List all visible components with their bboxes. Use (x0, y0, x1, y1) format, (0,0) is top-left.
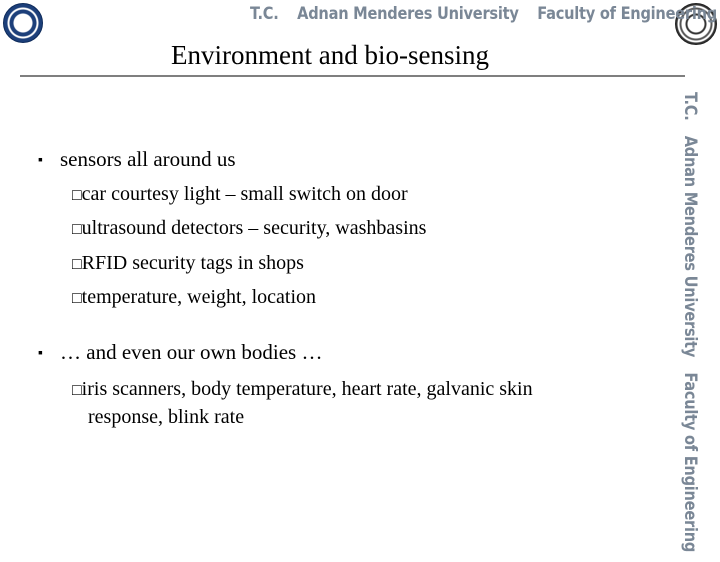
bullet-2 (38, 338, 322, 368)
bullet-1-subitem-2 (72, 215, 426, 243)
university-seal-logo-left (3, 3, 43, 43)
slide-title: Environment and bio-sensing (171, 40, 489, 70)
side-institution (680, 92, 700, 553)
side-faculty: Faculty of Engineering (680, 372, 700, 553)
side-university: Adnan Menderes University (680, 135, 700, 358)
bullet-1-text: sensors all around us (60, 147, 236, 171)
header-faculty: Faculty of Engineering (537, 4, 717, 24)
bullet-2-subitem-1-continuation: response, blink rate (88, 406, 245, 428)
bullet-1 (38, 145, 236, 175)
side-tc: T.C. (680, 92, 700, 121)
bullet-1-subitem-4-text: temperature, weight, location (81, 286, 317, 308)
sub-bullet-marker: □ (72, 290, 82, 307)
bullet-2-subitem-1-text: iris scanners, body temperature, heart rate, galvanic skin (81, 378, 533, 400)
sub-bullet-marker: □ (72, 382, 82, 399)
bullet-2-subitem-1 (72, 376, 533, 430)
bullet-1-subitem-3 (72, 250, 304, 278)
bullet-2-text: … and even our own bodies … (60, 340, 323, 364)
sub-bullet-marker: □ (72, 221, 82, 238)
sub-bullet-marker: □ (72, 256, 82, 273)
bullet-1-subitem-3-text: RFID security tags in shops (81, 252, 304, 274)
bullet-1-subitem-4 (72, 284, 316, 312)
bullet-1-subitem-1-text: car courtesy light – small switch on door (81, 183, 408, 205)
header-institution (250, 4, 720, 24)
header-tc: T.C. (250, 4, 279, 24)
bullet-1-marker: ▪ (38, 153, 43, 169)
bullet-1-subitem-1 (72, 181, 408, 209)
bullet-2-marker: ▪ (38, 346, 43, 362)
sub-bullet-marker: □ (72, 187, 82, 204)
header-university: Adnan Menderes University (297, 4, 519, 24)
title-divider (20, 75, 685, 77)
bullet-1-subitem-2-text: ultrasound detectors – security, washbasins (81, 217, 427, 239)
